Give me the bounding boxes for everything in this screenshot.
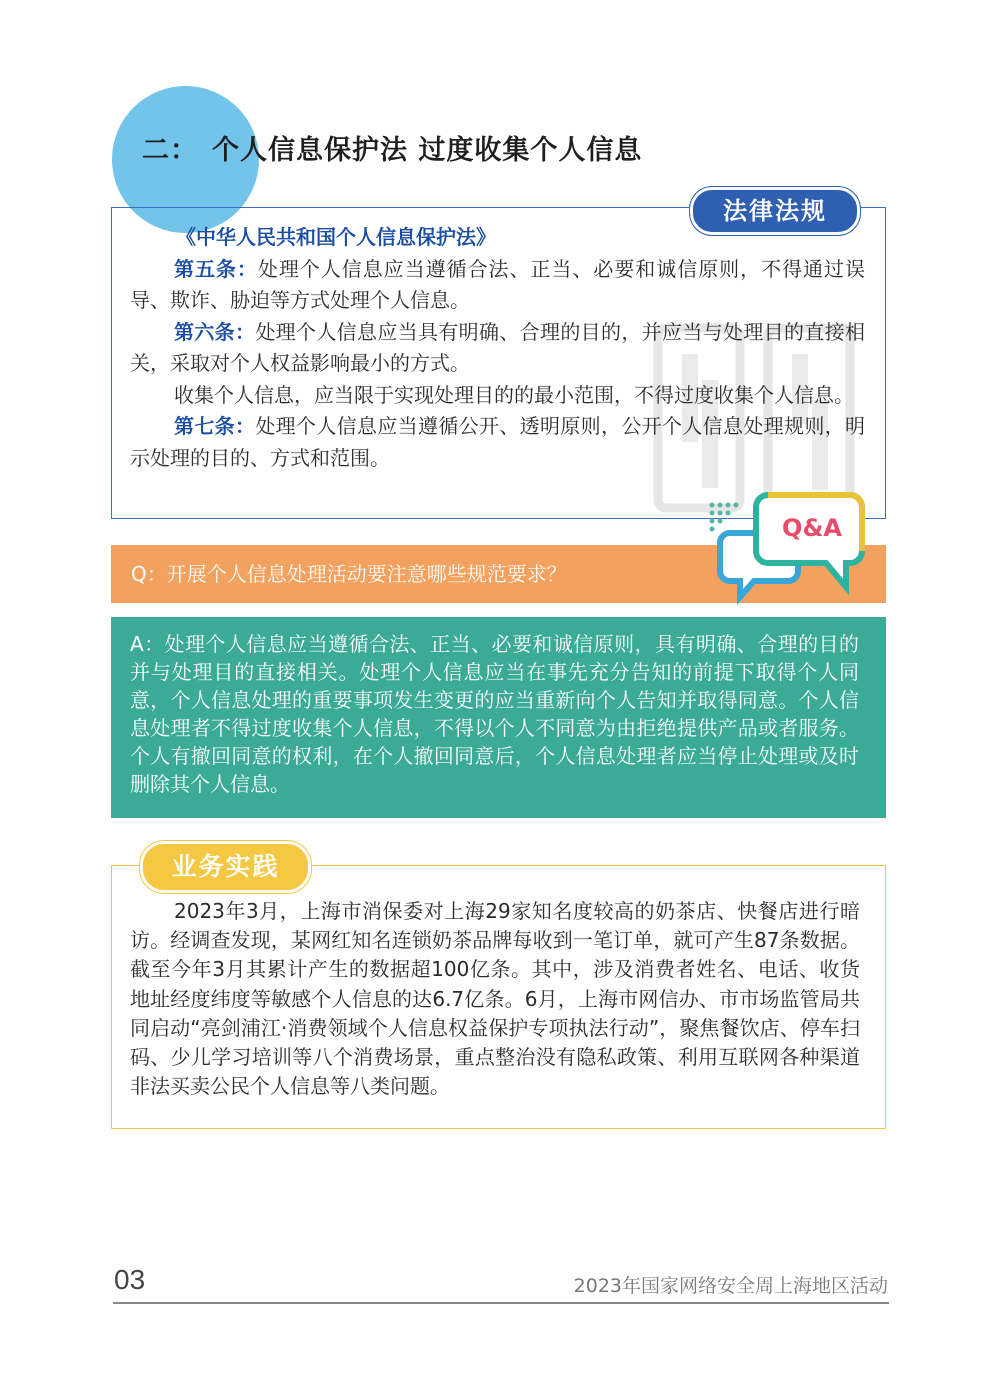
article-text: 处理个人信息应当遵循公开、透明原则，公开个人信息处理规则，明示处理的目的、方式和范围。: [130, 414, 866, 470]
law-content: [130, 222, 865, 474]
section-number: 二：: [142, 135, 198, 166]
law-article: [130, 317, 865, 380]
section-title: [142, 128, 642, 167]
article-label: 第七条：: [174, 414, 256, 438]
law-article: [130, 411, 865, 474]
answer-box: A：处理个人信息应当遵循合法、正当、必要和诚信原则，具有明确、合理的目的并与处理目的直接相关。处理个人信息应当在事先充分告知的前提下取得个人同意，个人信息处理的重要事项发生变更的应当重新向个人告知并取得同意。个人信息处理者不得过度收集个人信息，不得以个人不同意为由拒绝提供产品或者服务。个人有撤回同意的权利，在个人撤回同意后，个人信息处理者应当停止处理或及时删除其个人信息。: [111, 617, 886, 818]
footer-title: 2023年国家网络安全周上海地区活动: [573, 1275, 888, 1297]
section-title-text: 个人信息保护法 过度收集个人信息: [212, 135, 643, 166]
qa-badge-text: Q&A: [782, 514, 842, 542]
footer-divider: [113, 1302, 889, 1304]
qa-speech-bubbles-icon: [700, 487, 870, 607]
article-label: 第六条：: [174, 319, 256, 344]
question-bar: Q：开展个人信息处理活动要注意哪些规范要求？: [111, 545, 886, 603]
law-article: [130, 380, 865, 412]
page-number: 03: [114, 1264, 146, 1295]
practice-text: 2023年3月，上海市消保委对上海29家知名度较高的奶茶店、快餐店进行暗访。经调查发现，某网红知名连锁奶茶品牌每收到一笔订单，就可产生87条数据。截至今年3月其累计产生的数据超100亿条。其中，涉及消费者姓名、电话、收货地址经度纬度等敏感个人信息的达6.7亿条。6月，上海市网信办、市市场监管局共同启动“亮剑浦江·消费领域个人信息权益保护专项执法行动”，聚焦餐饮店、停车扫码、少儿学习培训等八个消费场景，重点整治没有隐私政策、利用互联网各种渠道非法买卖公民个人信息等八类问题。: [130, 899, 860, 1099]
law-tag: 法律法规: [690, 187, 860, 235]
law-article: [130, 254, 865, 317]
practice-tag: 业务实践: [140, 841, 311, 893]
article-text: 收集个人信息，应当限于实现处理目的的最小范围，不得过度收集个人信息。: [174, 382, 854, 407]
article-text: 处理个人信息应当遵循合法、正当、必要和诚信原则，不得通过误导、欺诈、胁迫等方式处理个人信息。: [130, 256, 865, 312]
law-name: 《中华人民共和国个人信息保护法》: [176, 225, 496, 249]
article-label: 第五条：: [174, 256, 258, 281]
article-text: 处理个人信息应当具有明确、合理的目的，并应当与处理目的直接相关，采取对个人权益影响最小的方式。: [130, 319, 866, 375]
